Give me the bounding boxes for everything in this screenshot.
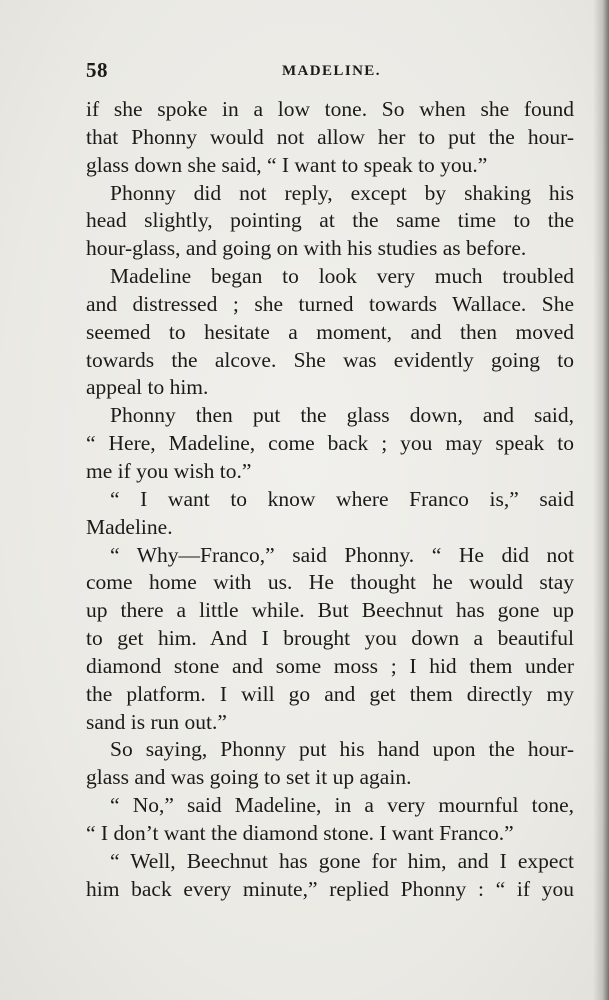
- text-line: if she spoke in a low tone. So when she found: [86, 97, 574, 121]
- text-line: head slightly, pointing at the same time to the: [86, 208, 574, 233]
- page-header: [86, 58, 574, 86]
- text-line: “ Well, Beechnut has gone for him, and I expect: [110, 848, 574, 873]
- text-line: come home with us. He thought he would stay: [86, 570, 574, 595]
- text-line: glass down she said, “ I want to speak to you.”: [86, 152, 488, 177]
- page-edge-shadow: [593, 0, 609, 1000]
- text-line: hour-glass, and going on with his studies as before.: [86, 236, 527, 261]
- text-line: “ I want to know where Franco is,” said: [110, 486, 574, 511]
- text-line: “ Why—Franco,” said Phonny. “ He did not: [110, 542, 574, 567]
- text-line: Phonny then put the glass down, and said,: [110, 403, 574, 428]
- text-line: appeal to him.: [86, 375, 209, 400]
- body-text: [86, 96, 574, 903]
- text-line: “ Here, Madeline, come back ; you may speak to: [86, 431, 574, 456]
- text-line: diamond stone and some moss ; I hid them under: [86, 653, 574, 678]
- text-line: “ I don’t want the diamond stone. I want Franco.”: [86, 820, 514, 845]
- page-number: 58: [86, 58, 108, 82]
- text-line: up there a little while. But Beechnut has gone up: [86, 598, 574, 623]
- text-line: Phonny did not reply, except by shaking his: [110, 180, 574, 205]
- text-line: to get him. And I brought you down a beautiful: [86, 626, 574, 651]
- running-title: MADELINE.: [282, 63, 381, 79]
- text-line: and distressed ; she turned towards Wallace. She: [86, 291, 574, 316]
- text-line: Madeline.: [86, 514, 173, 539]
- text-line: towards the alcove. She was evidently going to: [86, 347, 574, 372]
- text-line: Madeline began to look very much troubled: [110, 264, 574, 289]
- text-line: seemed to hesitate a moment, and then moved: [86, 319, 574, 344]
- text-line: sand is run out.”: [86, 709, 227, 734]
- text-line: that Phonny would not allow her to put the hour-: [86, 124, 574, 149]
- text-line: him back every minute,” replied Phonny : “ if you: [86, 876, 574, 901]
- text-line: “ No,” said Madeline, in a very mournful tone,: [110, 793, 574, 818]
- text-line: So saying, Phonny put his hand upon the hour-: [110, 737, 574, 762]
- text-line: glass and was going to set it up again.: [86, 765, 412, 790]
- text-line: me if you wish to.”: [86, 458, 252, 483]
- text-line: the platform. I will go and get them directly my: [86, 681, 574, 706]
